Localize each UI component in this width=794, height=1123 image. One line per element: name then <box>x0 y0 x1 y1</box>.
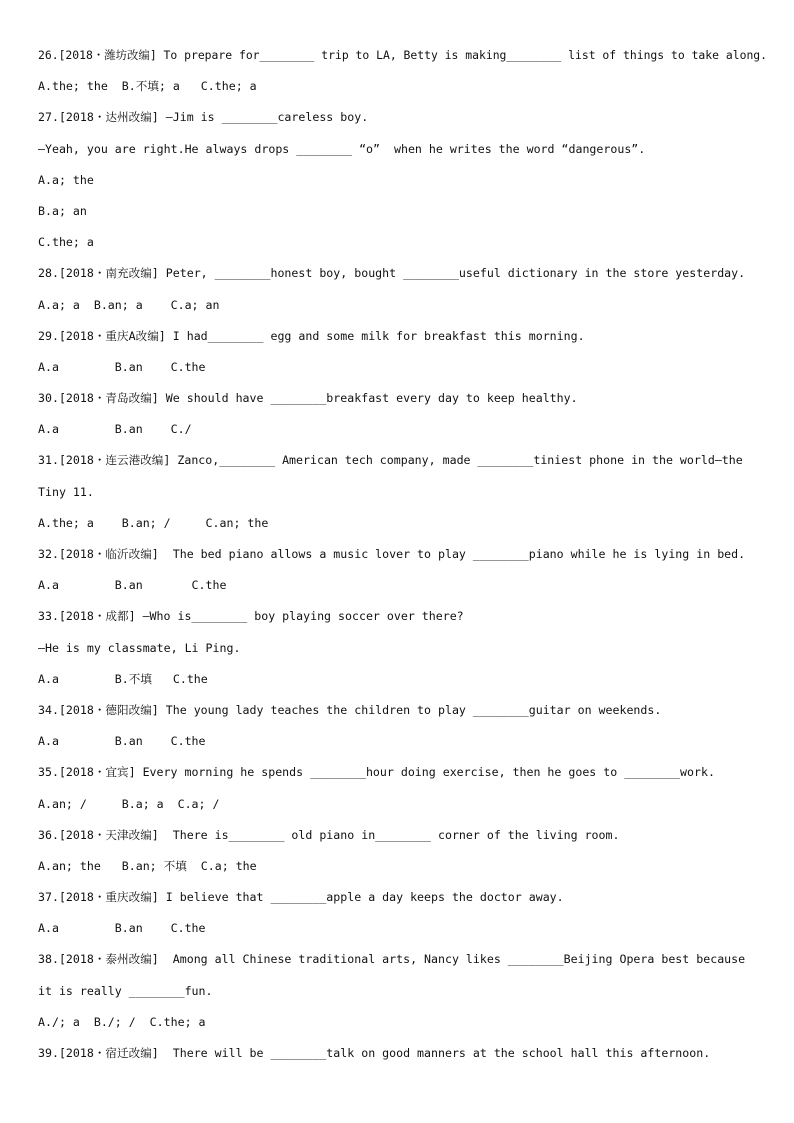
question-39-stem: 39.[2018・宿迁改编] There will be ________talk on good manners at the school hall this afternoon. <box>38 1046 711 1060</box>
question-32-options: A.a B.an C.the <box>38 578 227 593</box>
question-list <box>38 44 768 1073</box>
question-31-options: A.the; a B.an; / C.an; the <box>38 515 269 530</box>
question-30-options: A.a B.an C./ <box>38 422 192 437</box>
question-28-stem: 28.[2018・南充改编] Peter, ________honest boy, bought ________useful dictionary in the store yesterday. <box>38 266 746 281</box>
question-29-options: A.a B.an C.the <box>38 359 206 374</box>
question-28-options: A.a; a B.an; a C.a; an <box>38 297 220 312</box>
question-27-option-a: A.a; the <box>38 172 94 187</box>
question-37-options: A.a B.an C.the <box>38 921 206 936</box>
question-27-option-c: C.the; a <box>38 235 94 250</box>
question-33-reply: —He is my classmate, Li Ping. <box>38 640 241 655</box>
question-29-stem: 29.[2018・重庆A改编] I had________ egg and some milk for breakfast this morning. <box>38 328 585 343</box>
question-26-options: A.the; the B.不填; a C.the; a <box>38 79 257 94</box>
question-37-stem: 37.[2018・重庆改编] I believe that ________apple a day keeps the doctor away. <box>38 890 564 905</box>
question-32-stem: 32.[2018・临沂改编] The bed piano allows a music lover to play ________piano while he is lying in bed. <box>38 547 746 561</box>
question-30-stem: 30.[2018・青岛改编] We should have ________breakfast every day to keep healthy. <box>38 391 578 406</box>
question-36-options: A.an; the B.an; 不填 C.a; the <box>38 858 257 873</box>
question-35-options: A.an; / B.a; a C.a; / <box>38 796 220 811</box>
question-27-option-b: B.a; an <box>38 203 87 218</box>
question-31-stem: 31.[2018・连云港改编] Zanco,________ American tech company, made ________tiniest phone in the world—the <box>38 453 743 468</box>
question-38-options: A./; a B./; / C.the; a <box>38 1014 206 1029</box>
question-34-stem: 34.[2018・德阳改编] The young lady teaches the children to play ________guitar on weekends. <box>38 702 662 717</box>
question-31-stem-cont: Tiny 11. <box>38 484 94 499</box>
question-38-stem-cont: it is really ________fun. <box>38 983 213 998</box>
question-34-options: A.a B.an C.the <box>38 734 206 749</box>
question-36-stem: 36.[2018・天津改编] There is________ old piano in________ corner of the living room. <box>38 827 620 842</box>
question-38-stem: 38.[2018・泰州改编] Among all Chinese traditional arts, Nancy likes ________Beijing Opera best because <box>38 952 746 967</box>
question-33-options: A.a B.不填 C.the <box>38 671 208 686</box>
question-35-stem: 35.[2018・宜宾] Every morning he spends ________hour doing exercise, then he goes to ________work. <box>38 765 715 780</box>
question-27-stem: 27.[2018・达州改编] —Jim is ________careless boy. <box>38 110 369 125</box>
question-27-reply: —Yeah, you are right.He always drops ________ “o” when he writes the word “dangerous”. <box>38 141 646 156</box>
question-26-stem: 26.[2018・潍坊改编] To prepare for________ trip to LA, Betty is making________ list of things to take along. <box>38 48 768 62</box>
question-33-stem: 33.[2018・成都] —Who is________ boy playing soccer over there? <box>38 609 464 624</box>
